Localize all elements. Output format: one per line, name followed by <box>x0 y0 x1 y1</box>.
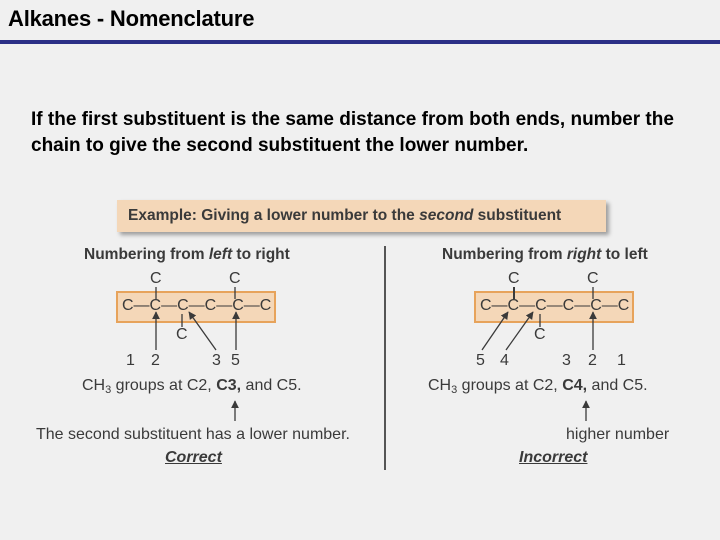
left-verdict: Correct <box>165 449 222 466</box>
intro-text: If the first substituent is the same distance from both ends, number the chain to give the second substituent the lower number. <box>31 109 674 156</box>
right-number-3: 3 <box>562 352 571 369</box>
left-branch-c5-top: C <box>229 270 241 287</box>
right-arrow-4 <box>506 312 533 350</box>
example-prefix: Example: Giving a lower number to the <box>128 207 420 224</box>
example-suffix: substituent <box>473 207 562 224</box>
example-emphasis: second <box>419 207 474 224</box>
left-note: The second substituent has a lower number. <box>36 426 350 443</box>
right-number-5: 5 <box>476 352 485 369</box>
right-arrow-5 <box>482 312 508 350</box>
right-heading-em: right <box>566 246 602 263</box>
right-caption-end: and C5. <box>587 377 648 394</box>
right-caption-ch: CH <box>428 377 452 394</box>
left-caption-end: and C5. <box>241 377 302 394</box>
right-branch-c2-top: C <box>587 270 599 287</box>
right-number-4: 4 <box>500 352 509 369</box>
left-caption-mid: groups at C2, <box>111 377 217 394</box>
right-chain: C—C—C—C—C—C <box>480 297 630 314</box>
right-number-2: 2 <box>588 352 597 369</box>
left-arrow-3 <box>189 312 216 350</box>
right-caption-bold: C4, <box>562 377 588 394</box>
slide-title: Alkanes - Nomenclature <box>8 6 255 31</box>
left-branch-c3-bottom: C <box>176 326 188 343</box>
left-heading-post: to right <box>232 246 290 263</box>
right-caption-mid: groups at C2, <box>457 377 563 394</box>
left-branch-c2-top: C <box>150 270 162 287</box>
right-number-1: 1 <box>617 352 626 369</box>
left-number-2: 2 <box>151 352 160 369</box>
left-chain: C—C—C—C—C—C <box>122 297 272 314</box>
left-number-3: 3 <box>212 352 221 369</box>
right-heading-pre: Numbering from <box>442 246 567 263</box>
left-number-5: 5 <box>231 352 240 369</box>
left-number-1: 1 <box>126 352 135 369</box>
left-heading-em: left <box>208 246 233 263</box>
left-caption-bold: C3, <box>216 377 242 394</box>
right-branch-c4-bottom: C <box>534 326 546 343</box>
right-note: higher number <box>566 426 670 443</box>
right-branch-c5-top: C <box>508 270 520 287</box>
left-caption-sub: 3 <box>105 384 112 396</box>
left-heading-pre: Numbering from <box>84 246 209 263</box>
right-verdict: Incorrect <box>519 449 588 466</box>
right-heading-post: to left <box>601 246 648 263</box>
right-caption-sub: 3 <box>451 384 458 396</box>
left-caption-ch: CH <box>82 377 106 394</box>
